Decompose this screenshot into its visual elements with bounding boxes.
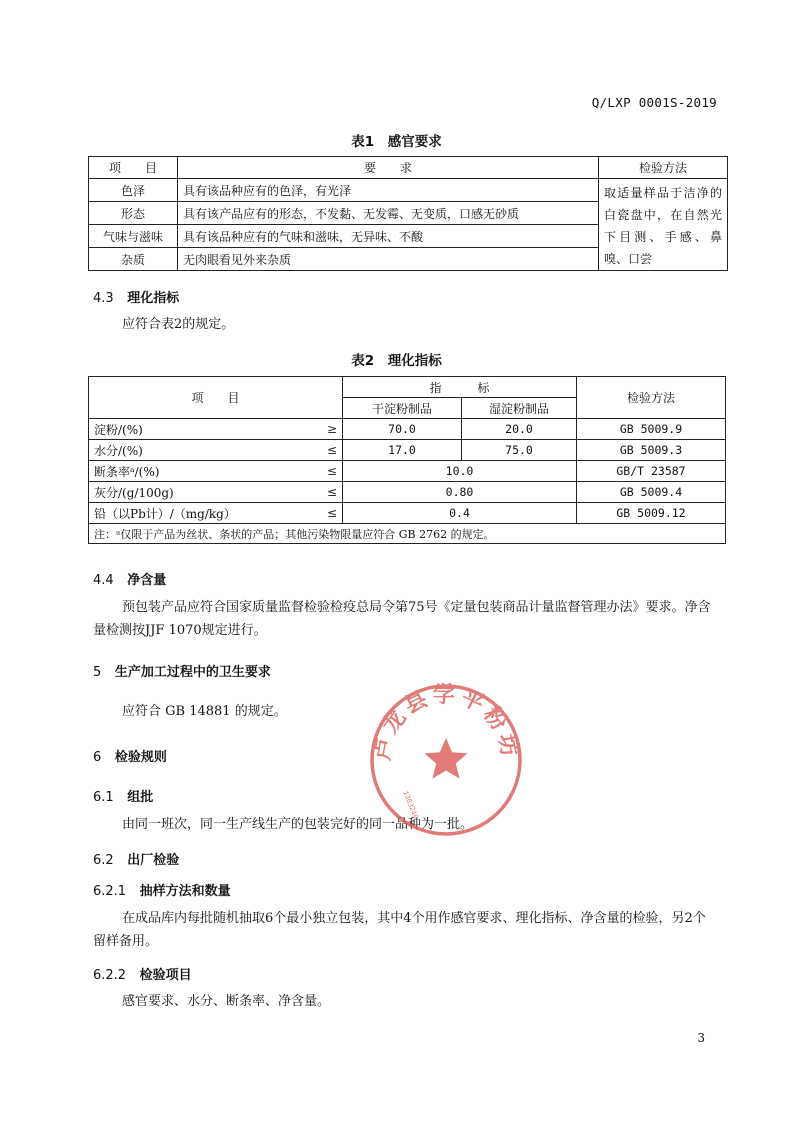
section-number: 6.2 xyxy=(93,853,114,868)
row-requirement: 无肉眼看见外来杂质 xyxy=(178,248,599,271)
row-item: 灰分/(g/100g) xyxy=(89,482,313,503)
section-heading-4-4 xyxy=(93,569,166,588)
section-heading-6-2-1 xyxy=(93,880,231,899)
section-title: 组批 xyxy=(127,790,154,805)
section-heading-6 xyxy=(93,746,167,765)
row-item: 形态 xyxy=(89,202,178,225)
row-item: 色泽 xyxy=(89,179,178,202)
row-sign: ≤ xyxy=(312,503,342,524)
table-note-row xyxy=(89,524,726,544)
paragraph: 由同一班次，同一生产线生产的包装完好的同一品种为一批。 xyxy=(122,817,474,832)
row-sign: ≤ xyxy=(312,440,342,461)
paragraph: 预包装产品应符合国家质量监督检验检疫总局令第75号《定量包装商品计量监督管理办法》要求。净含量检测按JJF 1070规定进行。 xyxy=(93,600,711,638)
row-item: 铅（以Pb计）/（mg/kg） xyxy=(89,503,313,524)
table-note: 注：ᵃ仅限于产品为丝状、条状的产品；其他污染物限量应符合 GB 2762 的规定。 xyxy=(89,524,726,544)
row-sign: ≤ xyxy=(312,461,342,482)
header-wet: 湿淀粉制品 xyxy=(462,398,577,419)
row-requirement: 具有该产品应有的形态，不发黏、无发霉、无变质，口感无砂质 xyxy=(178,202,599,225)
section-number: 4.3 xyxy=(93,291,114,306)
section-heading-6-1 xyxy=(93,786,153,805)
row-method: GB/T 23587 xyxy=(577,461,726,482)
seal-text: 卢龙县学平粉坊 xyxy=(368,681,524,763)
section-title: 净含量 xyxy=(127,573,167,588)
paragraph: 感官要求、水分、断条率、净含量。 xyxy=(122,994,331,1009)
sensory-requirements-table xyxy=(88,156,728,271)
header-method: 检验方法 xyxy=(577,377,726,419)
table2-caption: 表2 理化指标 xyxy=(351,353,442,369)
row-requirement: 具有该品种应有的色泽，有光泽 xyxy=(178,179,599,202)
row-dry-value: 17.0 xyxy=(343,440,462,461)
section-number: 5 xyxy=(93,665,102,680)
section-number: 6.2.1 xyxy=(93,884,127,899)
section-heading-6-2-2 xyxy=(93,964,192,983)
section-title: 检验规则 xyxy=(114,750,167,765)
paragraph: 在成品库内每批随机抽取6个最小独立包装，其中4个用作感官要求、理化指标、净含量的检验，另2个留样备用。 xyxy=(93,911,706,949)
section-number: 6.1 xyxy=(93,790,114,805)
paragraph: 应符合 GB 14881 的规定。 xyxy=(122,704,287,719)
header-item: 项 目 xyxy=(89,157,178,179)
table-row xyxy=(89,482,726,503)
section-number: 6 xyxy=(93,750,102,765)
page-number: 3 xyxy=(697,1031,705,1045)
header-requirement: 要 求 xyxy=(178,157,599,179)
section-title: 抽样方法和数量 xyxy=(139,884,231,899)
header-method: 检验方法 xyxy=(599,157,728,179)
physicochemical-table xyxy=(88,376,726,544)
row-method: GB 5009.4 xyxy=(577,482,726,503)
section-title: 生产加工过程中的卫生要求 xyxy=(114,665,271,680)
section-heading-6-2 xyxy=(93,849,179,868)
table-row xyxy=(89,503,726,524)
section-title: 出厂检验 xyxy=(127,853,180,868)
header-index: 指 标 xyxy=(343,377,577,398)
row-item: 杂质 xyxy=(89,248,178,271)
seal-serial: 1303240 xyxy=(401,789,420,821)
section-heading-4-3 xyxy=(93,287,179,306)
row-method: GB 5009.12 xyxy=(577,503,726,524)
row-item: 淀粉/(%) xyxy=(89,419,313,440)
table-header-row xyxy=(89,157,728,179)
section-heading-5 xyxy=(93,661,271,680)
row-method: GB 5009.3 xyxy=(577,440,726,461)
row-wet-value: 20.0 xyxy=(462,419,577,440)
table-row xyxy=(89,461,726,482)
row-value: 0.4 xyxy=(343,503,577,524)
row-value: 0.80 xyxy=(343,482,577,503)
table-row xyxy=(89,440,726,461)
method-cell: 取适量样品于洁净的白瓷盘中，在自然光下目测、手感、鼻嗅、口尝 xyxy=(599,179,728,271)
section-title: 检验项目 xyxy=(139,968,192,983)
row-item: 水分/(%) xyxy=(89,440,313,461)
row-method: GB 5009.9 xyxy=(577,419,726,440)
header-item: 项 目 xyxy=(89,377,343,419)
table-header-row xyxy=(89,377,726,398)
row-item: 气味与滋味 xyxy=(89,225,178,248)
row-sign: ≥ xyxy=(312,419,342,440)
company-seal xyxy=(366,680,526,840)
table-row xyxy=(89,179,728,202)
section-number: 6.2.2 xyxy=(93,968,127,983)
section-title: 理化指标 xyxy=(127,291,180,306)
table-row xyxy=(89,419,726,440)
header-dry: 干淀粉制品 xyxy=(343,398,462,419)
row-value: 10.0 xyxy=(343,461,577,482)
row-requirement: 具有该品种应有的气味和滋味，无异味、不酸 xyxy=(178,225,599,248)
section-number: 4.4 xyxy=(93,573,114,588)
standard-code: Q/LXP 0001S-2019 xyxy=(591,95,717,110)
star-icon xyxy=(424,738,467,779)
row-dry-value: 70.0 xyxy=(343,419,462,440)
row-item: 断条率ᵃ/(%) xyxy=(89,461,313,482)
paragraph: 应符合表2的规定。 xyxy=(122,317,235,332)
row-sign: ≤ xyxy=(312,482,342,503)
row-wet-value: 75.0 xyxy=(462,440,577,461)
table1-caption: 表1 感官要求 xyxy=(351,134,442,150)
